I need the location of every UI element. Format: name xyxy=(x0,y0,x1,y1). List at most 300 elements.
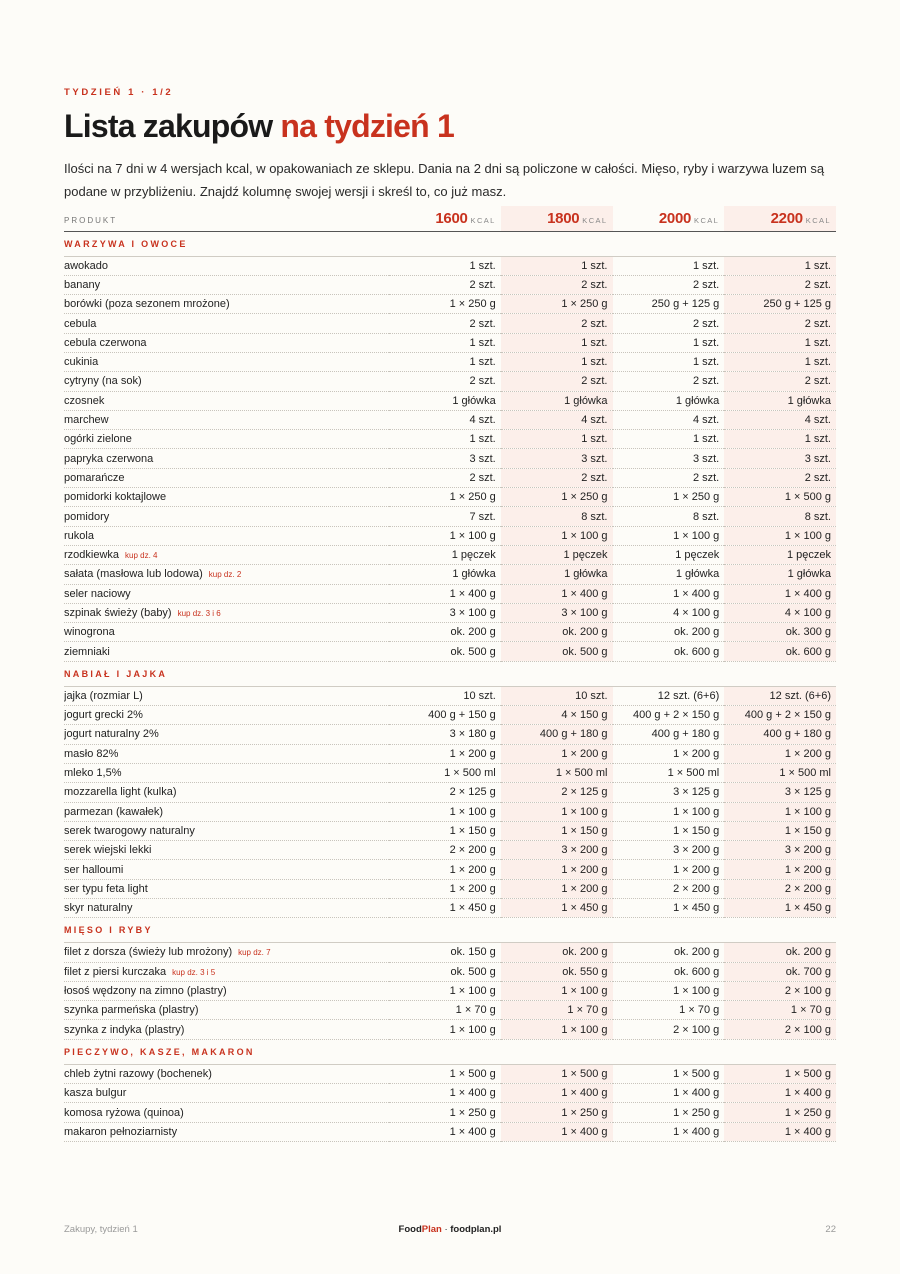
quantity-cell-2200: 2 szt. xyxy=(724,372,836,391)
table-row xyxy=(64,526,836,545)
table-row xyxy=(64,802,836,821)
quantity-cell-2000: 2 szt. xyxy=(613,372,725,391)
product-cell xyxy=(64,860,389,879)
quantity-cell-1600: 1 × 500 g xyxy=(389,1064,501,1083)
quantity-cell-2200: 1 × 450 g xyxy=(724,899,836,918)
quantity-cell-1800: 1 × 400 g xyxy=(501,584,613,603)
quantity-cell-2000: 1 × 70 g xyxy=(613,1001,725,1020)
quantity-cell-1600: 1 × 450 g xyxy=(389,899,501,918)
quantity-cell-1800: ok. 200 g xyxy=(501,623,613,642)
quantity-cell-1800: 3 szt. xyxy=(501,449,613,468)
quantity-cell-1800: ok. 200 g xyxy=(501,943,613,962)
product-name: winogrona xyxy=(64,626,115,639)
intro-text: Ilości na 7 dni w 4 wersjach kcal, w opakowaniach ze sklepu. Dania na 2 dni są policzone w całości. Mięso, ryby i warzywa luzem są podane w przybliżeniu. Znajdź kolumnę swojej wersji i skreśl to, co już masz. xyxy=(64,161,825,199)
quantity-cell-2200: 2 szt. xyxy=(724,468,836,487)
product-name: rukola xyxy=(64,529,94,542)
quantity-cell-2000: 2 × 200 g xyxy=(613,879,725,898)
quantity-cell-1800: 1 szt. xyxy=(501,352,613,371)
product-name: kasza bulgur xyxy=(64,1087,127,1100)
product-name: jogurt grecki 2% xyxy=(64,709,143,722)
quantity-cell-1800: 2 szt. xyxy=(501,314,613,333)
product-name: chleb żytni razowy (bochenek) xyxy=(64,1067,212,1080)
product-cell xyxy=(64,507,389,526)
quantity-cell-1800: 2 szt. xyxy=(501,275,613,294)
section-header-row xyxy=(64,231,836,256)
quantity-cell-2000: 1 × 400 g xyxy=(613,1084,725,1103)
product-name: mozzarella light (kulka) xyxy=(64,786,177,799)
quantity-cell-1800: 2 szt. xyxy=(501,372,613,391)
product-name: pomidory xyxy=(64,510,110,523)
product-cell xyxy=(64,981,389,1000)
quantity-cell-2000: 2 × 100 g xyxy=(613,1020,725,1039)
quantity-cell-2200: 1 × 150 g xyxy=(724,821,836,840)
quantity-cell-2000: 400 g + 180 g xyxy=(613,725,725,744)
table-row xyxy=(64,962,836,981)
product-cell xyxy=(64,1103,389,1122)
title-main: Lista zakupów xyxy=(64,108,273,144)
quantity-cell-1800: 1 × 450 g xyxy=(501,899,613,918)
table-row xyxy=(64,314,836,333)
quantity-cell-2200: 1 pęczek xyxy=(724,545,836,564)
table-row xyxy=(64,333,836,352)
section-header-row xyxy=(64,1039,836,1064)
product-cell xyxy=(64,686,389,705)
quantity-cell-2200: ok. 700 g xyxy=(724,962,836,981)
quantity-cell-2200: ok. 200 g xyxy=(724,943,836,962)
product-cell xyxy=(64,584,389,603)
kcal-column-header-1600 xyxy=(389,206,501,231)
product-cell xyxy=(64,744,389,763)
table-row xyxy=(64,352,836,371)
kcal-unit: KCAL xyxy=(805,215,831,225)
quantity-cell-1600: 2 szt. xyxy=(389,275,501,294)
table-row xyxy=(64,981,836,1000)
quantity-cell-2000: 8 szt. xyxy=(613,507,725,526)
quantity-cell-1600: 1 szt. xyxy=(389,352,501,371)
quantity-cell-1800: 1 × 250 g xyxy=(501,488,613,507)
table-row xyxy=(64,744,836,763)
quantity-cell-2000: 1 × 450 g xyxy=(613,899,725,918)
quantity-cell-2200: 1 × 200 g xyxy=(724,744,836,763)
quantity-cell-1800: 2 × 125 g xyxy=(501,783,613,802)
quantity-cell-1600: 3 × 100 g xyxy=(389,603,501,622)
quantity-cell-1800: 1 × 400 g xyxy=(501,1084,613,1103)
product-cell xyxy=(64,821,389,840)
product-name: pomidorki koktajlowe xyxy=(64,491,167,504)
quantity-cell-2000: 1 × 100 g xyxy=(613,526,725,545)
quantity-cell-2000: 3 × 200 g xyxy=(613,841,725,860)
quantity-cell-2000: 1 × 100 g xyxy=(613,802,725,821)
quantity-cell-1600: 1 główka xyxy=(389,565,501,584)
quantity-cell-1800: 1 × 500 ml xyxy=(501,763,613,782)
quantity-cell-2000: 1 szt. xyxy=(613,256,725,275)
quantity-cell-1800: 1 szt. xyxy=(501,430,613,449)
quantity-cell-2000: 1 szt. xyxy=(613,333,725,352)
quantity-cell-2200: 1 główka xyxy=(724,391,836,410)
quantity-cell-1600: 1 × 250 g xyxy=(389,488,501,507)
quantity-cell-2000: 3 × 125 g xyxy=(613,783,725,802)
product-cell xyxy=(64,333,389,352)
quantity-cell-2200: 2 × 200 g xyxy=(724,879,836,898)
quantity-cell-1600: ok. 500 g xyxy=(389,642,501,661)
table-row xyxy=(64,603,836,622)
quantity-cell-1800: 2 szt. xyxy=(501,468,613,487)
quantity-cell-1600: 10 szt. xyxy=(389,686,501,705)
quantity-cell-1800: 8 szt. xyxy=(501,507,613,526)
product-name: serek wiejski lekki xyxy=(64,844,152,857)
product-name: banany xyxy=(64,278,101,291)
quantity-cell-1600: 1 × 70 g xyxy=(389,1001,501,1020)
product-name: marchew xyxy=(64,414,109,427)
product-name: parmezan (kawałek) xyxy=(64,805,164,818)
quantity-cell-1600: ok. 150 g xyxy=(389,943,501,962)
product-name: sałata (masłowa lub lodowa) xyxy=(64,568,203,581)
quantity-cell-2200: 1 × 400 g xyxy=(724,584,836,603)
product-cell xyxy=(64,1122,389,1141)
quantity-cell-1800: 4 × 150 g xyxy=(501,706,613,725)
quantity-cell-2000: 400 g + 2 × 150 g xyxy=(613,706,725,725)
quantity-cell-1600: 4 szt. xyxy=(389,410,501,429)
product-name: masło 82% xyxy=(64,747,119,760)
buy-day-note: kup dz. 7 xyxy=(238,948,271,958)
quantity-cell-2200: 1 × 400 g xyxy=(724,1084,836,1103)
quantity-cell-1600: 2 × 200 g xyxy=(389,841,501,860)
product-cell xyxy=(64,275,389,294)
quantity-cell-2200: 400 g + 2 × 150 g xyxy=(724,706,836,725)
product-name: filet z piersi kurczaka xyxy=(64,965,167,978)
quantity-cell-2200: 1 × 250 g xyxy=(724,1103,836,1122)
product-cell xyxy=(64,802,389,821)
kcal-unit: KCAL xyxy=(470,215,496,225)
table-row xyxy=(64,1122,836,1141)
quantity-cell-2000: 1 × 200 g xyxy=(613,744,725,763)
kcal-value: 2000 xyxy=(658,209,692,227)
product-cell xyxy=(64,526,389,545)
table-row xyxy=(64,879,836,898)
product-cell xyxy=(64,603,389,622)
quantity-cell-2200: 12 szt. (6+6) xyxy=(724,686,836,705)
product-cell xyxy=(64,410,389,429)
product-cell xyxy=(64,879,389,898)
product-name: komosa ryżowa (quinoa) xyxy=(64,1106,184,1119)
quantity-cell-2200: 1 × 500 g xyxy=(724,1064,836,1083)
quantity-cell-2200: ok. 600 g xyxy=(724,642,836,661)
table-row xyxy=(64,275,836,294)
table-row xyxy=(64,449,836,468)
product-name: ser typu feta light xyxy=(64,882,148,895)
quantity-cell-2000: 1 × 200 g xyxy=(613,860,725,879)
product-name: serek twarogowy naturalny xyxy=(64,824,195,837)
quantity-cell-2000: 1 × 250 g xyxy=(613,1103,725,1122)
table-row xyxy=(64,565,836,584)
quantity-cell-1600: 2 szt. xyxy=(389,468,501,487)
table-row xyxy=(64,468,836,487)
product-cell xyxy=(64,372,389,391)
quantity-cell-2200: 3 szt. xyxy=(724,449,836,468)
quantity-cell-1800: 1 szt. xyxy=(501,333,613,352)
table-row xyxy=(64,783,836,802)
product-name: filet z dorsza (świeży lub mrożony) xyxy=(64,946,233,959)
table-row xyxy=(64,545,836,564)
quantity-cell-1800: 1 pęczek xyxy=(501,545,613,564)
section-title: PIECZYWO, KASZE, MAKARON xyxy=(64,1039,836,1064)
quantity-cell-2000: 4 szt. xyxy=(613,410,725,429)
kcal-unit: KCAL xyxy=(582,215,608,225)
table-row xyxy=(64,488,836,507)
kcal-column-header-2000 xyxy=(613,206,725,231)
table-row xyxy=(64,1103,836,1122)
quantity-cell-2200: 4 × 100 g xyxy=(724,603,836,622)
quantity-cell-1800: 1 × 400 g xyxy=(501,1122,613,1141)
product-cell xyxy=(64,391,389,410)
quantity-cell-1800: 4 szt. xyxy=(501,410,613,429)
quantity-cell-1600: ok. 500 g xyxy=(389,962,501,981)
quantity-cell-1800: 1 × 150 g xyxy=(501,821,613,840)
product-cell xyxy=(64,1020,389,1039)
section-header-row xyxy=(64,661,836,686)
product-name: szynka z indyka (plastry) xyxy=(64,1023,185,1036)
product-name: ser halloumi xyxy=(64,863,124,876)
product-name: szynka parmeńska (plastry) xyxy=(64,1004,199,1017)
product-cell xyxy=(64,314,389,333)
brand-plan: Plan xyxy=(421,1224,442,1235)
product-column-header: PRODUKT xyxy=(64,206,389,231)
product-cell xyxy=(64,642,389,661)
week-eyebrow: TYDZIEŃ 1 · 1/2 xyxy=(64,87,174,98)
table-row xyxy=(64,507,836,526)
brand-url: foodplan.pl xyxy=(450,1224,502,1235)
table-row xyxy=(64,372,836,391)
product-name: makaron pełnoziarnisty xyxy=(64,1125,178,1138)
table-row xyxy=(64,1001,836,1020)
product-cell xyxy=(64,763,389,782)
product-name: papryka czerwona xyxy=(64,452,154,465)
quantity-cell-2200: ok. 300 g xyxy=(724,623,836,642)
quantity-cell-1800: 3 × 100 g xyxy=(501,603,613,622)
product-name: cytryny (na sok) xyxy=(64,375,142,388)
quantity-cell-1600: 1 × 400 g xyxy=(389,1122,501,1141)
table-row xyxy=(64,1020,836,1039)
table-row xyxy=(64,841,836,860)
quantity-cell-1800: 1 główka xyxy=(501,391,613,410)
kcal-value: 2200 xyxy=(770,209,803,227)
quantity-cell-1800: 1 × 200 g xyxy=(501,879,613,898)
product-cell xyxy=(64,352,389,371)
buy-day-note: kup dz. 3 i 5 xyxy=(172,967,216,977)
quantity-cell-1800: 1 × 100 g xyxy=(501,981,613,1000)
quantity-cell-2000: 1 szt. xyxy=(613,352,725,371)
table-row xyxy=(64,295,836,314)
quantity-cell-1600: 1 × 500 ml xyxy=(389,763,501,782)
quantity-cell-1800: 3 × 200 g xyxy=(501,841,613,860)
quantity-cell-1600: 1 × 100 g xyxy=(389,802,501,821)
product-cell xyxy=(64,488,389,507)
quantity-cell-2000: 12 szt. (6+6) xyxy=(613,686,725,705)
table-row xyxy=(64,256,836,275)
table-row xyxy=(64,763,836,782)
quantity-cell-1600: 1 × 100 g xyxy=(389,981,501,1000)
quantity-cell-1600: 1 × 150 g xyxy=(389,821,501,840)
product-name: cebula czerwona xyxy=(64,336,147,349)
quantity-cell-1800: 1 × 100 g xyxy=(501,802,613,821)
quantity-cell-2000: 4 × 100 g xyxy=(613,603,725,622)
quantity-cell-1600: 400 g + 150 g xyxy=(389,706,501,725)
table-row xyxy=(64,584,836,603)
quantity-cell-2000: 2 szt. xyxy=(613,275,725,294)
buy-day-note: kup dz. 4 xyxy=(125,551,158,561)
buy-day-note: kup dz. 2 xyxy=(208,570,242,580)
quantity-cell-1600: 2 szt. xyxy=(389,314,501,333)
page-footer xyxy=(64,1224,836,1238)
shopping-table xyxy=(64,206,836,1142)
quantity-cell-2000: 1 × 500 ml xyxy=(613,763,725,782)
product-name: ogórki zielone xyxy=(64,433,132,446)
table-row xyxy=(64,686,836,705)
footer-section-label: Zakupy, tydzień 1 xyxy=(64,1224,138,1235)
quantity-cell-1600: 3 × 180 g xyxy=(389,725,501,744)
product-name: skyr naturalny xyxy=(64,902,133,915)
section-title: MIĘSO I RYBY xyxy=(64,918,836,943)
quantity-cell-2200: 1 × 500 g xyxy=(724,488,836,507)
product-cell xyxy=(64,943,389,962)
quantity-cell-1600: 1 × 400 g xyxy=(389,584,501,603)
table-row xyxy=(64,410,836,429)
table-row xyxy=(64,706,836,725)
quantity-cell-1600: 1 × 200 g xyxy=(389,744,501,763)
quantity-cell-1800: 1 × 100 g xyxy=(501,526,613,545)
section-header-row xyxy=(64,918,836,943)
product-cell xyxy=(64,623,389,642)
quantity-cell-2000: 1 × 500 g xyxy=(613,1064,725,1083)
title-accent: na tydzień 1 xyxy=(280,108,454,144)
quantity-cell-2000: 1 × 250 g xyxy=(613,488,725,507)
quantity-cell-2000: 1 główka xyxy=(613,391,725,410)
product-cell xyxy=(64,899,389,918)
product-name: borówki (poza sezonem mrożone) xyxy=(64,298,230,311)
quantity-cell-1800: 10 szt. xyxy=(501,686,613,705)
quantity-cell-2200: 2 × 100 g xyxy=(724,981,836,1000)
quantity-cell-2200: 250 g + 125 g xyxy=(724,295,836,314)
product-cell xyxy=(64,706,389,725)
quantity-cell-1600: 1 × 100 g xyxy=(389,526,501,545)
kcal-column-header-2200 xyxy=(724,206,836,231)
quantity-cell-1600: 2 szt. xyxy=(389,372,501,391)
product-name: jogurt naturalny 2% xyxy=(64,728,159,741)
page-title xyxy=(64,108,454,145)
quantity-cell-2200: 8 szt. xyxy=(724,507,836,526)
brand-separator: · xyxy=(441,1224,451,1235)
product-name: mleko 1,5% xyxy=(64,767,122,780)
quantity-cell-2200: 1 szt. xyxy=(724,333,836,352)
quantity-cell-1600: 1 szt. xyxy=(389,430,501,449)
product-cell xyxy=(64,1064,389,1083)
quantity-cell-2000: 1 pęczek xyxy=(613,545,725,564)
quantity-cell-2000: 2 szt. xyxy=(613,314,725,333)
quantity-cell-2000: ok. 600 g xyxy=(613,962,725,981)
product-name: rzodkiewka xyxy=(64,549,120,562)
quantity-cell-2000: ok. 200 g xyxy=(613,943,725,962)
quantity-cell-2000: 250 g + 125 g xyxy=(613,295,725,314)
product-name: pomarańcze xyxy=(64,471,125,484)
quantity-cell-2200: 1 × 100 g xyxy=(724,526,836,545)
table-row xyxy=(64,899,836,918)
quantity-cell-2000: 2 szt. xyxy=(613,468,725,487)
product-name: ziemniaki xyxy=(64,645,110,658)
quantity-cell-1600: 1 pęczek xyxy=(389,545,501,564)
product-cell xyxy=(64,295,389,314)
quantity-cell-1600: 1 × 400 g xyxy=(389,1084,501,1103)
product-cell xyxy=(64,1001,389,1020)
quantity-cell-1800: 1 × 250 g xyxy=(501,1103,613,1122)
quantity-cell-1600: 1 × 200 g xyxy=(389,860,501,879)
quantity-cell-2200: 2 × 100 g xyxy=(724,1020,836,1039)
quantity-cell-2000: 3 szt. xyxy=(613,449,725,468)
quantity-cell-2000: 1 główka xyxy=(613,565,725,584)
table-row xyxy=(64,1084,836,1103)
quantity-cell-2200: 1 szt. xyxy=(724,430,836,449)
product-cell xyxy=(64,256,389,275)
quantity-cell-1800: 1 × 200 g xyxy=(501,744,613,763)
quantity-cell-1600: 1 × 250 g xyxy=(389,1103,501,1122)
kcal-column-header-1800 xyxy=(501,206,613,231)
product-name: jajka (rozmiar L) xyxy=(64,689,143,702)
quantity-cell-1800: 1 × 70 g xyxy=(501,1001,613,1020)
table-row xyxy=(64,391,836,410)
product-cell xyxy=(64,962,389,981)
quantity-cell-2200: 3 × 200 g xyxy=(724,841,836,860)
quantity-cell-1600: 7 szt. xyxy=(389,507,501,526)
table-row xyxy=(64,821,836,840)
product-cell xyxy=(64,841,389,860)
kcal-value: 1800 xyxy=(547,209,580,227)
quantity-cell-2200: 1 × 400 g xyxy=(724,1122,836,1141)
quantity-cell-1800: ok. 550 g xyxy=(501,962,613,981)
quantity-cell-2200: 1 główka xyxy=(724,565,836,584)
quantity-cell-2200: 2 szt. xyxy=(724,275,836,294)
quantity-cell-1600: 1 główka xyxy=(389,391,501,410)
quantity-cell-1800: 400 g + 180 g xyxy=(501,725,613,744)
footer-brand xyxy=(64,1224,836,1235)
product-cell xyxy=(64,565,389,584)
page-number: 22 xyxy=(825,1224,836,1235)
quantity-cell-2000: 1 szt. xyxy=(613,430,725,449)
table-row xyxy=(64,623,836,642)
product-cell xyxy=(64,449,389,468)
product-name: seler naciowy xyxy=(64,587,131,600)
quantity-cell-1800: 1 × 200 g xyxy=(501,860,613,879)
brand-food: Food xyxy=(398,1224,422,1235)
quantity-cell-1800: 1 × 100 g xyxy=(501,1020,613,1039)
quantity-cell-1600: 2 × 125 g xyxy=(389,783,501,802)
table-row xyxy=(64,430,836,449)
kcal-unit: KCAL xyxy=(694,215,720,225)
quantity-cell-2200: 400 g + 180 g xyxy=(724,725,836,744)
buy-day-note: kup dz. 3 i 6 xyxy=(177,608,221,618)
quantity-cell-2000: 1 × 150 g xyxy=(613,821,725,840)
product-name: szpinak świeży (baby) xyxy=(64,606,172,619)
quantity-cell-2200: 2 szt. xyxy=(724,314,836,333)
product-cell xyxy=(64,545,389,564)
table-row xyxy=(64,943,836,962)
quantity-cell-1800: 1 szt. xyxy=(501,256,613,275)
quantity-cell-1800: ok. 500 g xyxy=(501,642,613,661)
quantity-cell-2200: 4 szt. xyxy=(724,410,836,429)
quantity-cell-1800: 1 × 250 g xyxy=(501,295,613,314)
quantity-cell-1800: 1 × 500 g xyxy=(501,1064,613,1083)
table-header-row xyxy=(64,206,836,231)
product-name: awokado xyxy=(64,259,109,272)
quantity-cell-2200: 1 × 70 g xyxy=(724,1001,836,1020)
